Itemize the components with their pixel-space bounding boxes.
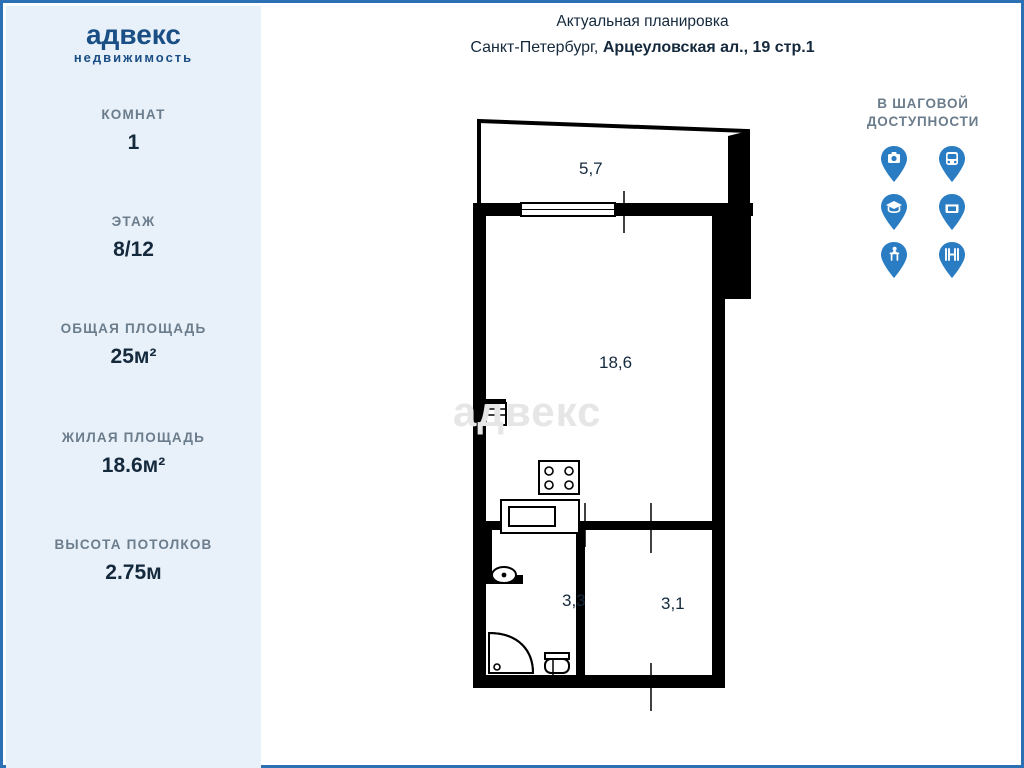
sink-icon <box>501 500 579 533</box>
brand-name: адвекс <box>86 19 181 50</box>
sidebar <box>6 6 261 768</box>
spec-total-area-label: ОБЩАЯ ПЛОЩАДЬ <box>60 321 207 336</box>
brand-logo <box>6 20 261 66</box>
room-area-bathroom: 3,3 <box>562 591 586 610</box>
spec-floor <box>6 213 261 265</box>
amenities-title-line1: В ШАГОВОЙ <box>877 96 969 111</box>
spec-ceiling-height-value: 2.75м <box>105 561 162 584</box>
stove-icon <box>539 461 579 494</box>
header-address <box>261 35 1024 61</box>
spec-floor-label: ЭТАЖ <box>111 214 156 229</box>
toilet-icon <box>545 653 569 673</box>
header-street: Арцеуловская ал., 19 стр.1 <box>602 39 815 56</box>
header <box>261 9 1024 61</box>
spec-ceiling-height-label: ВЫСОТА ПОТОЛКОВ <box>54 537 213 552</box>
floor-plan-drawing <box>261 63 1024 763</box>
header-city: Санкт-Петербург, <box>470 39 599 56</box>
spec-total-area-value: 25м² <box>110 345 157 368</box>
spec-living-area-value: 18.6м² <box>101 454 166 477</box>
amenities-title-line2: ДОСТУПНОСТИ <box>866 114 980 129</box>
spec-rooms-label: КОМНАТ <box>101 107 166 122</box>
shower-icon <box>489 633 533 673</box>
spec-rooms-value: 1 <box>127 131 140 154</box>
spec-floor-value: 8/12 <box>113 238 154 261</box>
spec-living-area-label: ЖИЛАЯ ПЛОЩАДЬ <box>61 430 206 445</box>
spec-ceiling-height <box>6 536 261 588</box>
plan-watermark: адвекс <box>453 388 602 435</box>
brand-tagline: недвижимость <box>73 50 194 65</box>
floor-plan <box>261 63 1024 763</box>
room-area-living: 18,6 <box>599 353 633 372</box>
spec-rooms <box>6 106 261 158</box>
spec-living-area <box>6 429 261 481</box>
spec-total-area <box>6 320 261 372</box>
room-area-hall: 3,1 <box>661 594 685 613</box>
room-area-balcony: 5,7 <box>579 159 603 178</box>
header-subtitle: Актуальная планировка <box>556 13 729 30</box>
